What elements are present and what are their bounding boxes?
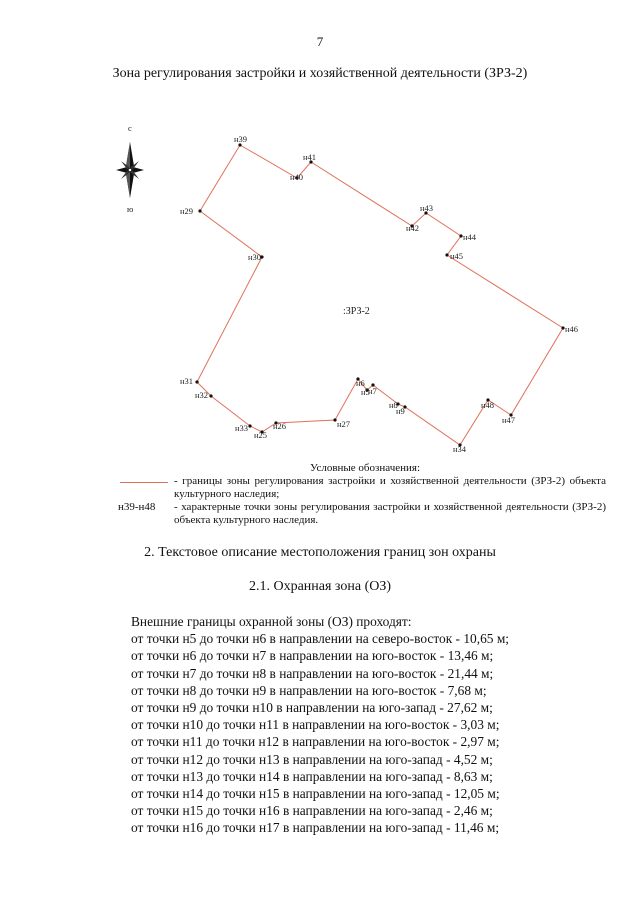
boundary-point-н31 <box>195 380 198 383</box>
zone-boundary-line <box>197 145 563 445</box>
point-label-н9: н9 <box>396 406 405 416</box>
point-label-н48: н48 <box>481 400 495 410</box>
boundary-point-н32 <box>209 394 212 397</box>
legend-item-points <box>118 501 606 528</box>
point-label-н25: н25 <box>254 430 268 440</box>
body-line: от точки н16 до точки н17 в направлении на юго-запад - 11,46 м; <box>131 820 500 836</box>
body-line: от точки н9 до точки н10 в направлении на юго-запад - 27,62 м; <box>131 700 493 716</box>
point-label-н31: н31 <box>180 376 194 386</box>
point-label-н5: н5 <box>361 387 370 397</box>
boundary-point-н33 <box>248 424 251 427</box>
body-line: от точки н5 до точки н6 в направлении на северо-восток - 10,65 м; <box>131 631 510 647</box>
boundary-point-н29 <box>198 209 201 212</box>
zone-label: :ЗРЗ-2 <box>343 306 370 317</box>
legend-points-text: - характерные точки зоны регулирования застройки и хозяйственной деятельности (ЗРЗ-2) объекта культурного наследия. <box>174 501 606 526</box>
legend-boundary-text: - границы зоны регулирования застройки и хозяйственной деятельности (ЗРЗ-2) объекта культурного наследия; <box>174 475 606 500</box>
compass-rose-icon <box>116 123 144 214</box>
body-line: от точки н13 до точки н14 в направлении на юго-запад - 8,63 м; <box>131 768 493 784</box>
point-label-н32: н32 <box>195 390 209 400</box>
boundary-point-labels <box>180 134 578 454</box>
point-label-н47: н47 <box>502 415 516 425</box>
body-line: от точки н14 до точки н15 в направлении на юго-запад - 12,05 м; <box>131 786 500 802</box>
point-label-н30: н30 <box>248 252 262 262</box>
point-label-н42: н42 <box>406 223 420 233</box>
body-line: от точки н12 до точки н13 в направлении на юго-запад - 4,52 м; <box>131 751 493 767</box>
point-label-н34: н34 <box>453 444 467 454</box>
point-label-н33: н33 <box>235 423 249 433</box>
boundary-point-н45 <box>445 253 448 256</box>
boundary-description <box>131 613 621 837</box>
subsection-title: 2.1. Охранная зона (ОЗ) <box>248 579 392 594</box>
point-label-н26: н26 <box>273 421 287 431</box>
point-label-н43: н43 <box>420 203 434 213</box>
point-label-н39: н39 <box>234 134 248 144</box>
page-number: 7 <box>316 34 324 49</box>
compass-south-label: ю <box>127 204 134 214</box>
legend-item-boundary <box>118 475 606 502</box>
zone-boundary-map <box>100 108 620 460</box>
point-label-н8: н8 <box>389 400 398 410</box>
point-label-н45: н45 <box>450 251 464 261</box>
point-label-н6: н6 <box>356 378 365 388</box>
point-label-н46: н46 <box>565 324 579 334</box>
boundary-points <box>195 143 564 446</box>
legend-title: Условные обозначения: <box>309 462 421 474</box>
point-label-н29: н29 <box>180 206 194 216</box>
point-label-н44: н44 <box>463 232 477 242</box>
page-heading: Зона регулирования застройки и хозяйственной деятельности (ЗРЗ-2) <box>112 66 528 81</box>
section-title: 2. Текстовое описание местоположения границ зон охраны <box>144 545 496 560</box>
point-label-н27: н27 <box>337 419 351 429</box>
body-line: Внешние границы охранной зоны (ОЗ) проходят: <box>131 614 412 629</box>
body-line: от точки н15 до точки н16 в направлении на юго-запад - 2,46 м; <box>131 803 493 819</box>
compass-north-label: с <box>128 123 132 133</box>
body-line: от точки н10 до точки н11 в направлении на юго-восток - 3,03 м; <box>131 717 500 733</box>
body-line: от точки н7 до точки н8 в направлении на юго-восток - 21,44 м; <box>131 665 494 681</box>
point-label-н7: н7 <box>368 386 377 396</box>
body-line: от точки н8 до точки н9 в направлении на юго-восток - 7,68 м; <box>131 682 487 698</box>
point-label-н41: н41 <box>303 152 317 162</box>
body-line: от точки н6 до точки н7 в направлении на юго-восток - 13,46 м; <box>131 648 494 664</box>
legend-points-key: н39-н48 <box>118 501 156 513</box>
body-line: от точки н11 до точки н12 в направлении на юго-восток - 2,97 м; <box>131 734 500 750</box>
point-label-н40: н40 <box>290 172 304 182</box>
